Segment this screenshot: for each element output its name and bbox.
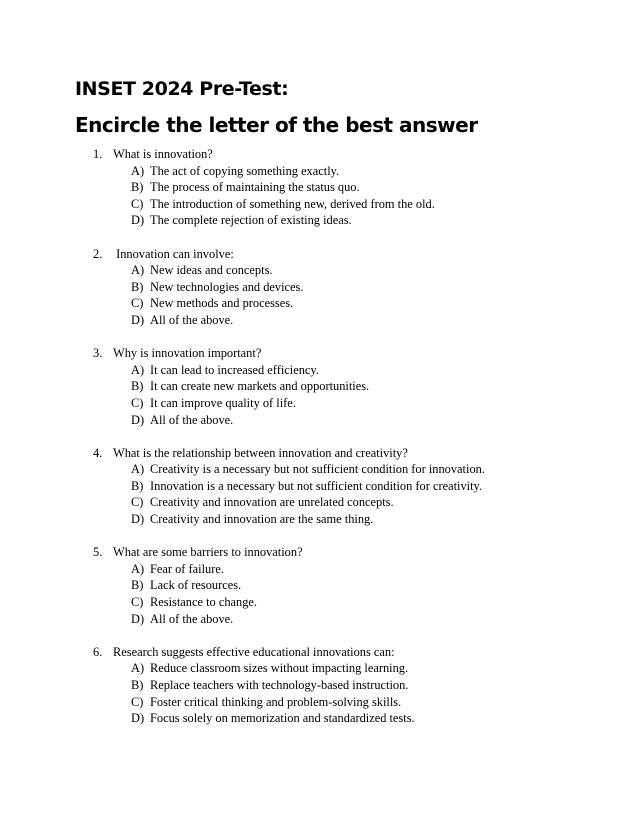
answer-option[interactable] (0, 511, 638, 528)
option-letter[interactable]: C) (131, 595, 144, 610)
option-text: Creativity and innovation are unrelated concepts. (150, 495, 394, 510)
question-item (0, 345, 638, 428)
option-letter[interactable]: B) (131, 578, 144, 593)
question-item (0, 544, 638, 627)
answer-option[interactable] (0, 262, 638, 279)
instruction-heading: Encircle the letter of the best answer (75, 113, 478, 137)
option-letter[interactable]: A) (131, 561, 145, 576)
answer-option[interactable] (0, 362, 638, 379)
answer-option[interactable] (0, 594, 638, 611)
question-stem (0, 445, 638, 462)
answer-option[interactable] (0, 710, 638, 727)
question-text: Innovation can involve: (113, 246, 234, 261)
answer-option[interactable] (0, 395, 638, 412)
question-text: What is the relationship between innovation and creativity? (113, 445, 408, 460)
option-letter[interactable]: C) (131, 694, 144, 709)
answer-option[interactable] (0, 279, 638, 296)
answer-option[interactable] (0, 295, 638, 312)
question-item (0, 246, 638, 329)
question-stem (0, 246, 638, 263)
option-letter[interactable]: A) (131, 362, 145, 377)
answer-option[interactable] (0, 179, 638, 196)
option-letter[interactable]: D) (131, 312, 145, 327)
answer-option[interactable] (0, 677, 638, 694)
option-text: New ideas and concepts. (150, 263, 273, 278)
answer-option[interactable] (0, 577, 638, 594)
question-text: What are some barriers to innovation? (113, 545, 303, 560)
question-number: 5. (93, 545, 103, 560)
option-letter[interactable]: B) (131, 279, 144, 294)
option-letter[interactable]: D) (131, 711, 145, 726)
question-item (0, 146, 638, 229)
option-letter[interactable]: C) (131, 296, 144, 311)
question-number: 4. (93, 445, 103, 460)
option-text: The process of maintaining the status quo. (150, 180, 360, 195)
option-letter[interactable]: C) (131, 395, 144, 410)
option-text: New technologies and devices. (150, 279, 304, 294)
option-letter[interactable]: D) (131, 213, 145, 228)
answer-option[interactable] (0, 461, 638, 478)
answer-option[interactable] (0, 163, 638, 180)
document-title: INSET 2024 Pre-Test: (75, 78, 289, 100)
answer-option[interactable] (0, 312, 638, 329)
question-number: 1. (93, 147, 103, 161)
option-text: Replace teachers with technology-based instruction. (150, 678, 409, 692)
option-text: All of the above. (150, 611, 234, 626)
question-item (0, 644, 638, 727)
answer-option[interactable] (0, 494, 638, 511)
option-letter[interactable]: B) (131, 379, 144, 394)
option-letter[interactable]: B) (131, 478, 144, 493)
question-number: 3. (93, 346, 103, 361)
answer-option[interactable] (0, 412, 638, 429)
question-stem (0, 146, 638, 163)
option-text: Creativity is a necessary but not sufficient condition for innovation. (150, 462, 485, 477)
option-text: The introduction of something new, derived from the old. (150, 196, 435, 211)
option-letter[interactable]: A) (131, 163, 145, 178)
option-text: Innovation is a necessary but not sufficient condition for creativity. (150, 478, 483, 493)
option-letter[interactable]: B) (131, 678, 144, 692)
option-letter[interactable]: D) (131, 611, 145, 626)
option-text: The complete rejection of existing ideas. (150, 213, 352, 228)
option-text: Foster critical thinking and problem-solving skills. (150, 694, 402, 709)
answer-option[interactable] (0, 660, 638, 677)
answer-option[interactable] (0, 478, 638, 495)
option-letter[interactable]: D) (131, 512, 145, 527)
answer-option[interactable] (0, 611, 638, 628)
option-letter[interactable]: A) (131, 263, 145, 278)
option-letter[interactable]: A) (131, 661, 145, 676)
option-text: Creativity and innovation are the same thing. (150, 512, 374, 527)
question-item (0, 445, 638, 528)
question-stem (0, 644, 638, 661)
option-letter[interactable]: C) (131, 495, 144, 510)
option-text: It can improve quality of life. (150, 395, 296, 410)
option-text: All of the above. (150, 412, 234, 427)
question-number: 6. (93, 644, 103, 659)
option-letter[interactable]: C) (131, 196, 144, 211)
option-text: Fear of failure. (150, 561, 224, 576)
question-stem (0, 544, 638, 561)
option-letter[interactable]: A) (131, 462, 145, 477)
question-text: Why is innovation important? (113, 346, 262, 361)
option-letter[interactable]: B) (131, 180, 144, 195)
option-text: All of the above. (150, 312, 234, 327)
answer-option[interactable] (0, 561, 638, 578)
answer-option[interactable] (0, 694, 638, 711)
question-text: What is innovation? (113, 147, 213, 161)
option-text: New methods and processes. (150, 296, 294, 311)
option-text: Reduce classroom sizes without impacting learning. (150, 661, 409, 676)
option-text: It can lead to increased efficiency. (150, 362, 319, 377)
option-text: Resistance to change. (150, 595, 258, 610)
answer-option[interactable] (0, 378, 638, 395)
question-text: Research suggests effective educational innovations can: (113, 644, 395, 659)
question-number: 2. (93, 246, 103, 261)
option-text: It can create new markets and opportunities. (150, 379, 370, 394)
answer-option[interactable] (0, 212, 638, 229)
option-text: Lack of resources. (150, 578, 242, 593)
question-stem (0, 345, 638, 362)
question-list (0, 146, 638, 743)
option-text: Focus solely on memorization and standardized tests. (150, 711, 415, 726)
option-letter[interactable]: D) (131, 412, 145, 427)
answer-option[interactable] (0, 196, 638, 213)
option-text: The act of copying something exactly. (150, 163, 340, 178)
